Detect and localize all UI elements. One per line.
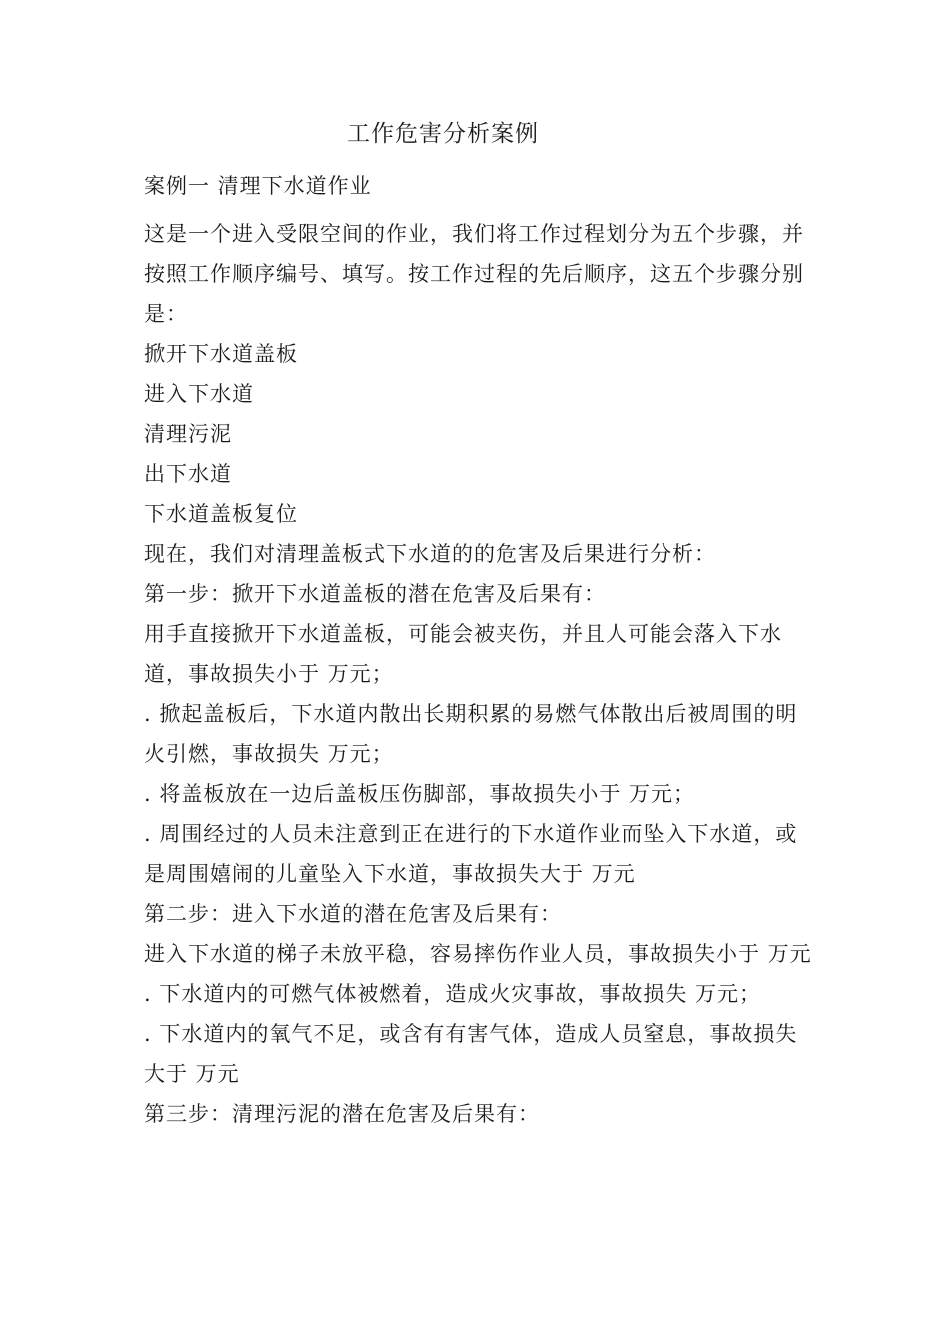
analysis-intro: 现在，我们对清理盖板式下水道的的危害及后果进行分析： [144,542,716,566]
step2-heading: 第二步：进入下水道的潜在危害及后果有： [144,902,562,926]
list-item: 清理污泥 [144,422,232,446]
step2-item: 进入下水道的梯子未放平稳，容易摔伤作业人员，事故损失小于 万元 [144,942,812,966]
step1-heading: 第一步：掀开下水道盖板的潜在危害及后果有： [144,582,606,606]
step1-item: . 周围经过的人员未注意到正在进行的下水道作业而坠入下水道，或是周围嬉闹的儿童坠入下水道，事故损失大于 万元 [144,822,798,886]
step2-item: . 下水道内的氧气不足，或含有有害气体，造成人员窒息，事故损失大于 万元 [144,1022,798,1086]
step1-item: . 将盖板放在一边后盖板压伤脚部，事故损失小于 万元； [144,782,696,806]
list-item: 掀开下水道盖板 [144,342,298,366]
list-item: 进入下水道 [144,382,254,406]
case-heading: 案例一 清理下水道作业 [144,174,372,198]
step2-item: . 下水道内的可燃气体被燃着，造成火灾事故，事故损失 万元； [144,982,762,1006]
step1-item: . 掀起盖板后，下水道内散出长期积累的易燃气体散出后被周围的明火引燃，事故损失 万元； [144,702,798,766]
step3-heading: 第三步：清理污泥的潜在危害及后果有： [144,1102,540,1126]
intro-paragraph: 这是一个进入受限空间的作业，我们将工作过程划分为五个步骤，并按照工作顺序编号、填写。按工作过程的先后顺序，这五个步骤分别是： [144,222,804,326]
list-item: 出下水道 [144,462,232,486]
step1-item: 用手直接掀开下水道盖板，可能会被夹伤，并且人可能会落入下水道，事故损失小于 万元； [144,622,782,686]
list-item: 下水道盖板复位 [144,502,298,526]
document-body [144,166,814,1134]
page-title: 工作危害分析案例 [347,121,539,147]
